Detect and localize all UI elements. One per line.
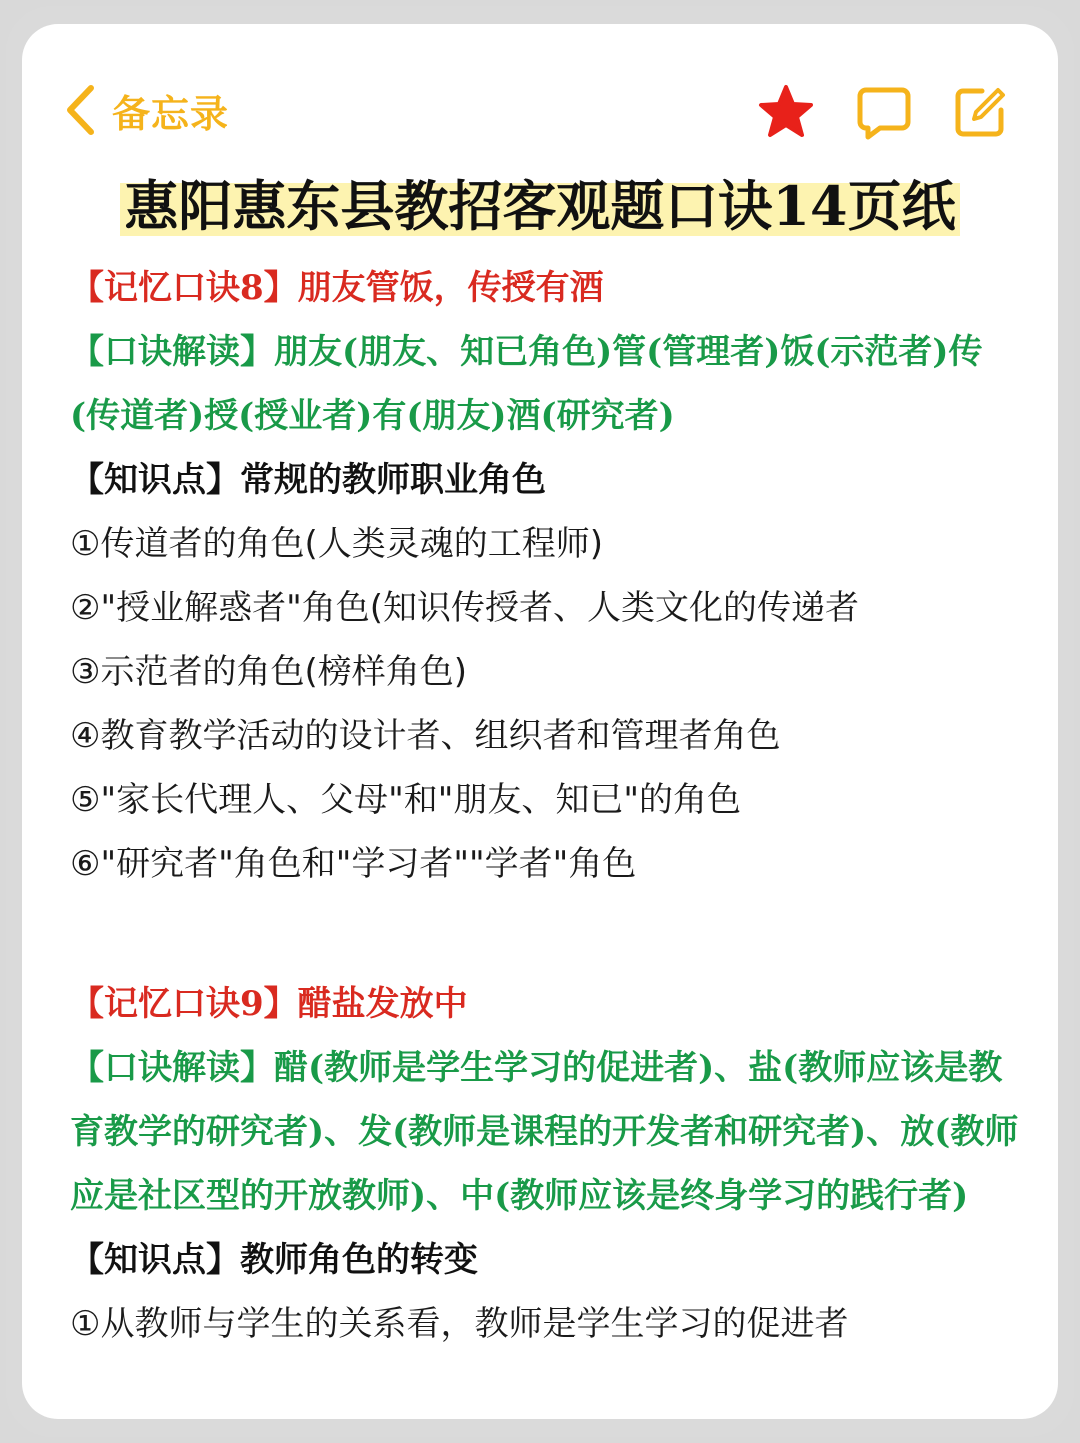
list-item: ⑤"家长代理人、父母"和"朋友、知已"的角色 [70, 780, 742, 820]
knowledge-point-heading: 【知识点】常规的教师职业角色 [70, 460, 546, 500]
mnemonic-interpretation: 【口诀解读】醋(教师是学生学习的促进者)、盐(教师应该是教育教学的研究者)、发(教师是课程的开发者和研究者)、放(教师应是社区型的开放教师)、中(教师应该是终身学习的践行者) [70, 1048, 1019, 1216]
back-label: 备忘录 [112, 91, 230, 136]
page-title: 惠阳惠东县教招客观题口诀14页纸 [120, 170, 959, 242]
mnemonic-heading: 【记忆口诀8】朋友管饭，传授有酒 [70, 268, 604, 308]
knowledge-point-heading: 【知识点】教师角色的转变 [70, 1240, 478, 1280]
section-mnemonic-9 [70, 972, 1020, 1356]
favorite-button[interactable] [758, 84, 814, 140]
star-icon [758, 84, 814, 140]
note-body [70, 256, 1020, 1356]
list-item: ③示范者的角色(榜样角色) [70, 652, 468, 692]
top-navigation-bar [22, 24, 1058, 174]
comment-button[interactable] [856, 84, 912, 140]
back-button[interactable] [64, 82, 229, 138]
list-item: ④教育教学活动的设计者、组织者和管理者角色 [70, 716, 781, 756]
note-card [22, 24, 1058, 1419]
title-container [22, 170, 1058, 242]
list-item: ⑥"研究者"角色和"学习者""学者"角色 [70, 844, 637, 884]
edit-icon [952, 84, 1008, 140]
mnemonic-interpretation: 【口诀解读】朋友(朋友、知已角色)管(管理者)饭(示范者)传(传道者)授(授业者)有(朋友)酒(研究者) [70, 332, 983, 436]
section-mnemonic-8 [70, 256, 1020, 896]
edit-button[interactable] [952, 84, 1008, 140]
list-item: ②"授业解惑者"角色(知识传授者、人类文化的传递者 [70, 588, 860, 628]
mnemonic-heading: 【记忆口诀9】醋盐发放中 [70, 984, 468, 1024]
comment-icon [856, 84, 912, 140]
list-item: ①从教师与学生的关系看，教师是学生学习的促进者 [70, 1304, 849, 1344]
list-item: ①传道者的角色(人类灵魂的工程师) [70, 524, 604, 564]
section-spacer [70, 896, 1020, 960]
chevron-left-icon [64, 84, 96, 136]
